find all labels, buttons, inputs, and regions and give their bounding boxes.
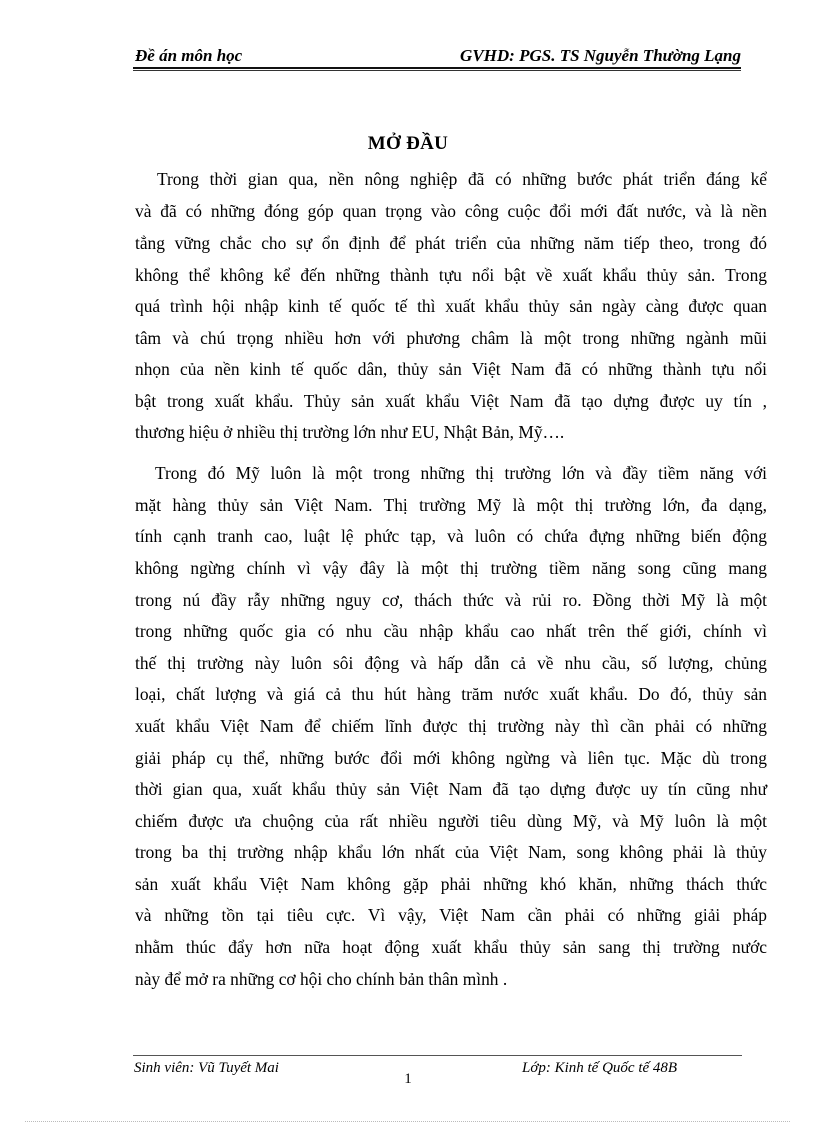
text-line: và những tồn tại tiêu cực. Vì vậy, Việt Nam cần phải có những giải pháp xyxy=(135,905,767,925)
text-line: thế thị trường này luôn sôi động và hấp dẫn cả về nhu cầu, số lượng, chủng xyxy=(135,653,767,673)
text-line: thời gian qua, xuất khẩu thủy sản Việt Nam đã tạo dựng được uy tín cũng như xyxy=(135,779,767,799)
header-double-rule xyxy=(133,67,741,71)
footer-class: Lớp: Kinh tế Quốc tế 48B xyxy=(522,1060,678,1076)
header-supervisor: GVHD: PGS. TS Nguyễn Thường Lạng xyxy=(460,46,741,65)
text-line: và đã có những đóng góp quan trọng vào công cuộc đổi mới đất nước, và là nền xyxy=(135,201,767,221)
text-line: loại, chất lượng và giá cả thu hút hàng trăm nước xuất khẩu. Do đó, thủy sản xyxy=(135,684,767,704)
text-line: tẳng vững chắc cho sự ổn định để phát triển của những năm tiếp theo, trong đó xyxy=(135,233,767,253)
text-line: không thể không kể đến những thành tựu nổi bật về xuất khẩu thủy sản. Trong xyxy=(135,265,767,285)
text-line: trong nú đầy rẫy những nguy cơ, thách thức và rủi ro. Đồng thời Mỹ là một xyxy=(135,590,767,610)
page-header xyxy=(133,44,741,68)
text-line: không ngừng chính vì vậy đây là một thị trường tiềm năng song cũng mang xyxy=(135,558,767,578)
page-number: 1 xyxy=(404,1071,412,1087)
text-line: nhằm thúc đẩy hơn nữa hoạt động xuất khẩu thủy sản sang thị trường nước xyxy=(135,937,767,957)
footer-student-name: Sinh viên: Vũ Tuyết Mai xyxy=(134,1060,279,1076)
text-line: bật trong xuất khẩu. Thủy sản xuất khẩu Việt Nam đã tạo dựng được uy tín , xyxy=(135,391,767,411)
text-line: mặt hàng thủy sản Việt Nam. Thị trường Mỹ là một thị trường lớn, đa dạng, xyxy=(135,495,767,515)
text-line: trong ba thị trường nhập khẩu lớn nhất của Việt Nam, song không phải là thủy xyxy=(135,842,767,862)
text-line: chiếm được ưa chuộng của rất nhiều người tiêu dùng Mỹ, và Mỹ luôn là một xyxy=(135,811,767,831)
text-line: tâm và chú trọng nhiều hơn với phương châm là một trong những ngành mũi xyxy=(135,328,767,348)
text-line: Trong đó Mỹ luôn là một trong những thị trường lớn và đầy tiềm năng với xyxy=(155,463,767,483)
page-title: MỞ ĐẦU xyxy=(367,133,449,154)
footer-rule xyxy=(133,1055,742,1056)
text-line: sản xuất khẩu Việt Nam không gặp phải những khó khăn, những thách thức xyxy=(135,874,767,894)
page-boundary-dotted-line xyxy=(25,1121,790,1122)
text-line: tính cạnh tranh cao, luật lệ phức tạp, và luôn có chứa đựng những biến động xyxy=(135,526,767,546)
text-line: Trong thời gian qua, nền nông nghiệp đã có những bước phát triển đáng kể xyxy=(157,169,767,189)
text-line: nhọn của nền kinh tế quốc dân, thủy sản Việt Nam đã có những thành tựu nổi xyxy=(135,359,767,379)
text-line: xuất khẩu Việt Nam để chiếm lĩnh được thị trường này thì cần phải có những xyxy=(135,716,767,736)
text-line: thương hiệu ở nhiều thị trường lớn như EU, Nhật Bản, Mỹ…. xyxy=(135,422,565,442)
text-line: trong những quốc gia có nhu cầu nhập khẩu cao nhất trên thế giới, chính vì xyxy=(135,621,767,641)
text-line: giải pháp cụ thể, những bước đổi mới không ngừng và liên tục. Mặc dù trong xyxy=(135,748,767,768)
header-course-label: Đề án môn học xyxy=(135,46,243,65)
text-line: này để mở ra những cơ hội cho chính bản thân mình . xyxy=(135,969,508,989)
text-line: quá trình hội nhập kinh tế quốc tế thì xuất khẩu thủy sản ngày càng được quan xyxy=(135,296,767,316)
